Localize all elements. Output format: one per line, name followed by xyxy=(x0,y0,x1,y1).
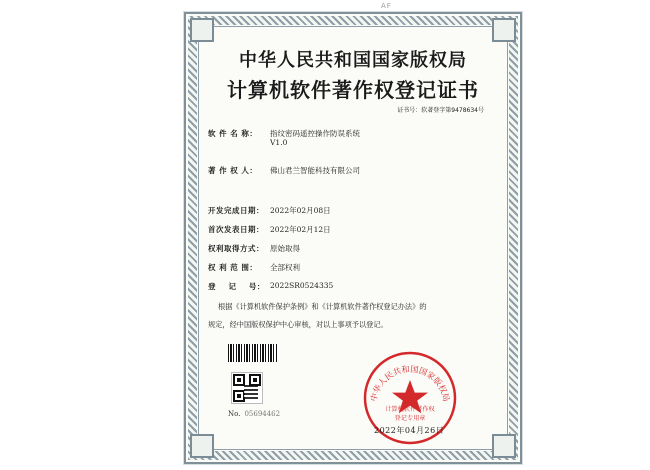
acquisition-method-label: 权利取得方式： xyxy=(208,244,264,253)
certificate xyxy=(184,12,522,464)
statement-line-2: 规定，经中国版权保护中心审核，对以上事项予以登记。 xyxy=(208,320,388,329)
corner-ornament-bottom-right xyxy=(492,434,516,458)
seal-arc-text: 中华人民共和国国家版权局 xyxy=(368,363,452,403)
statement-line-1: 根据《计算机软件保护条例》和《计算机软件著作权登记办法》的 xyxy=(218,302,427,311)
registration-no-value: 2022SR0524335 xyxy=(270,281,334,290)
serial-prefix: No. xyxy=(228,410,241,418)
corner-ornament-top-left xyxy=(190,18,214,42)
seal-text-line-1: 计算机软件著作权 xyxy=(385,406,435,413)
software-name-value: 指纹密码遥控操作防误系统 xyxy=(270,129,360,138)
completion-date-value: 2022年02月08日 xyxy=(270,206,331,215)
barcode xyxy=(228,344,278,362)
copyright-owner-value: 佛山君兰智能科技有限公司 xyxy=(270,166,360,175)
seal-text-line-2: 登记专用章 xyxy=(394,415,426,422)
issuer-title: 中华人民共和国国家版权局 xyxy=(239,50,467,71)
qr-code xyxy=(231,372,263,404)
completion-date-label: 开发完成日期： xyxy=(208,206,264,215)
copyright-owner-label: 著 作 权 人： xyxy=(208,166,258,175)
software-version-value: V1.0 xyxy=(270,138,288,147)
first-publication-label: 首次发表日期： xyxy=(208,225,264,234)
certificate-title: 计算机软件著作权登记证书 xyxy=(227,78,479,102)
serial-number-value: 05694462 xyxy=(244,410,281,418)
software-name-label: 软 件 名 称： xyxy=(208,129,258,138)
first-publication-value: 2022年02月12日 xyxy=(270,225,331,234)
issue-date: 2022年04月26日 xyxy=(374,426,445,435)
acquisition-method-value: 原始取得 xyxy=(270,244,300,253)
scope-value: 全部权利 xyxy=(270,263,300,272)
corner-mark: AF xyxy=(381,2,392,10)
serial-number xyxy=(228,410,280,418)
corner-ornament-bottom-left xyxy=(190,434,214,458)
corner-ornament-top-right xyxy=(492,18,516,42)
registration-no-label: 登 记 号： xyxy=(208,282,265,291)
certificate-number: 证书号：软著登字第9478634号 xyxy=(397,107,484,114)
scope-label: 权 利 范 围： xyxy=(208,263,258,272)
